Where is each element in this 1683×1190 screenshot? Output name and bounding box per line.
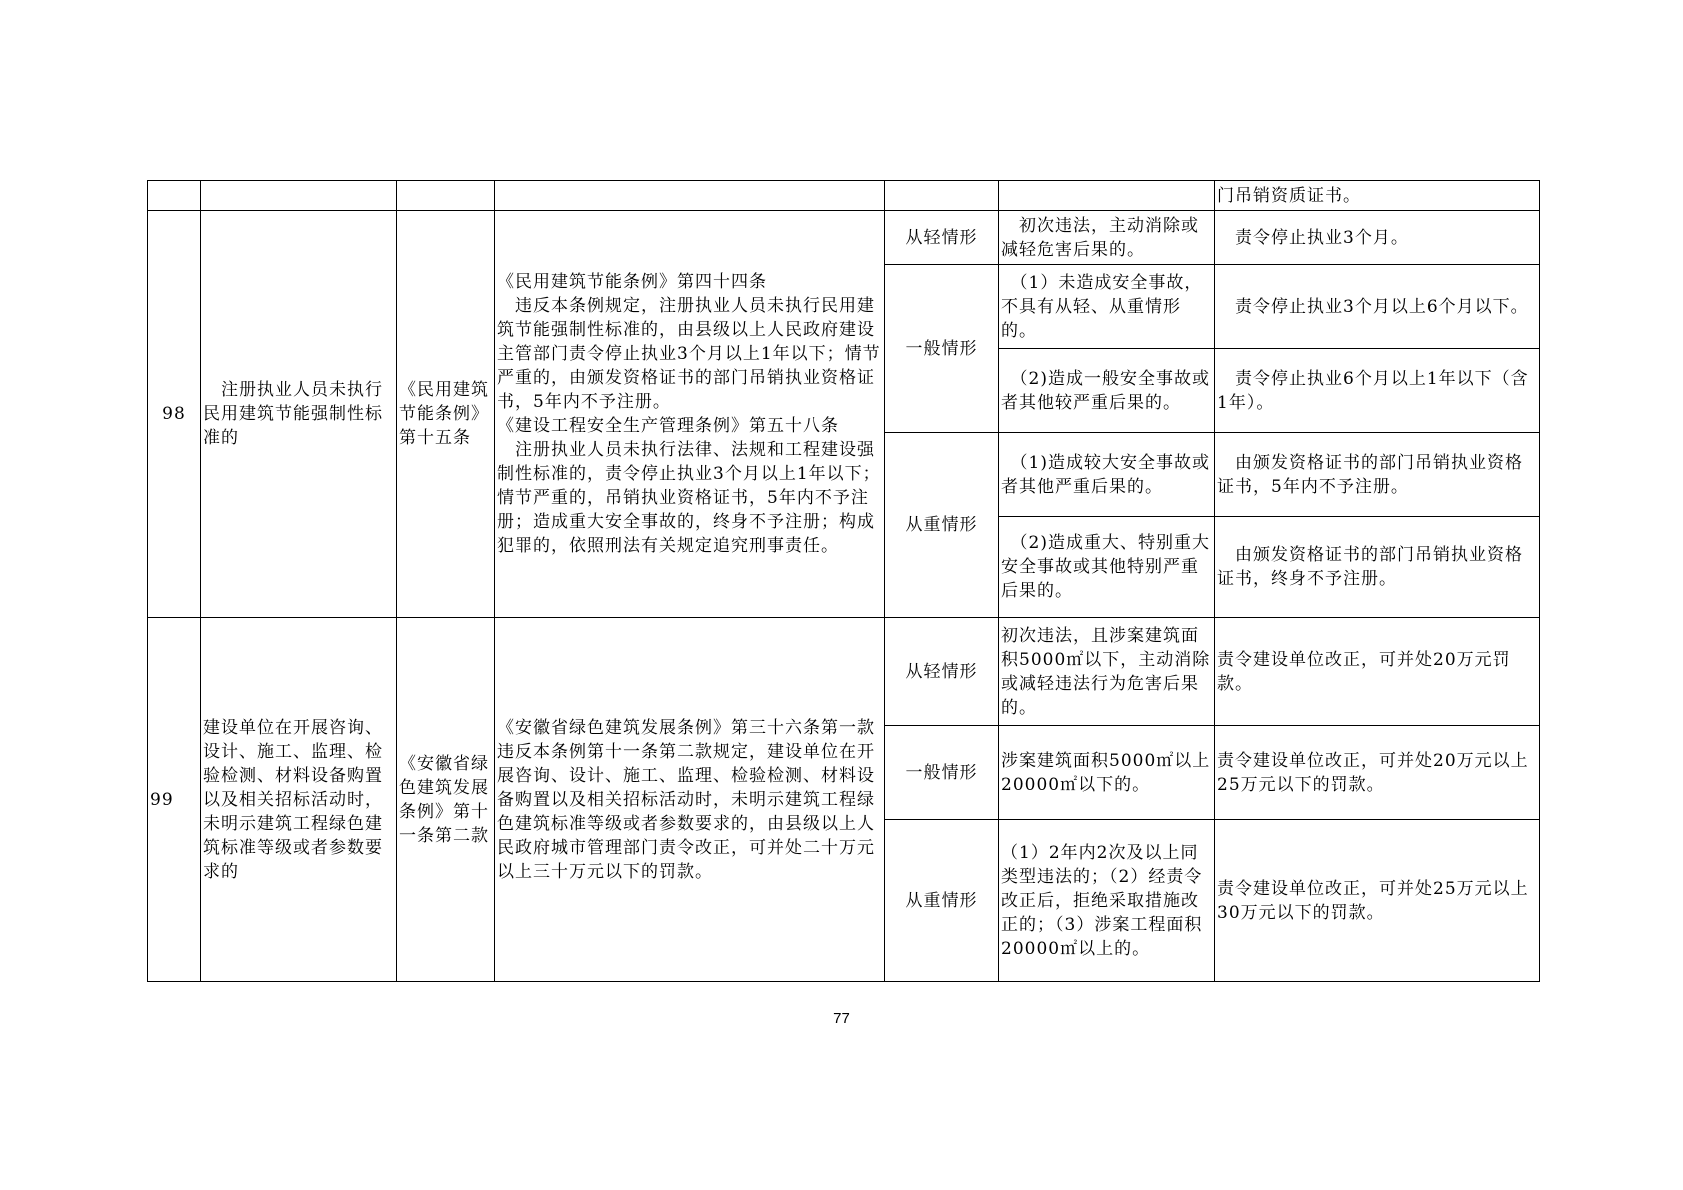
cell-provision: 《安徽省绿色建筑发展条例》第三十六条第一款 违反本条例第十一条第二款规定，建设单位在开展咨询、设计、施工、监理、检验检测、材料设备购置以及相关招标活动时，未明示建筑工程绿色建筑标准等级或者参数要求的，由县级以上人民政府城市管理部门责令改正，可并处二十万元以上三十万元以下的罚款。: [495, 618, 885, 982]
cell-condition: （1）未造成安全事故，不具有从轻、从重情形的。: [999, 265, 1215, 349]
penalty-standard-table: [147, 180, 1540, 982]
cell-level-label: 一般情形: [885, 726, 999, 820]
cell-condition: 初次违法，主动消除或减轻危害后果的。: [999, 211, 1215, 265]
cell-basis: 《民用建筑节能条例》第十五条: [397, 211, 495, 618]
cell-no: 99: [148, 618, 201, 982]
cell-behavior: 注册执业人员未执行民用建筑节能强制性标准的: [201, 211, 397, 618]
cell-no: 98: [148, 211, 201, 618]
cell-result: 门吊销资质证书。: [1215, 181, 1540, 211]
cell-result: 责令停止执业6个月以上1年以下（含1年）。: [1215, 349, 1540, 433]
cell-result: 责令建设单位改正，可并处20万元罚款。: [1215, 618, 1540, 726]
cell-level-label: 一般情形: [885, 265, 999, 433]
cell-basis: 《安徽省绿色建筑发展条例》第十一条第二款: [397, 618, 495, 982]
cell-condition: 涉案建筑面积5000㎡以上20000㎡以下的。: [999, 726, 1215, 820]
cell-level-label: 从重情形: [885, 433, 999, 618]
cell-condition: 初次违法，且涉案建筑面积5000㎡以下，主动消除或减轻违法行为危害后果的。: [999, 618, 1215, 726]
cell-result: 责令停止执业3个月以上6个月以下。: [1215, 265, 1540, 349]
cell-behavior: 建设单位在开展咨询、设计、施工、监理、检验检测、材料设备购置以及相关招标活动时，未明示建筑工程绿色建筑标准等级或者参数要求的: [201, 618, 397, 982]
cell-result: 责令建设单位改正，可并处25万元以上30万元以下的罚款。: [1215, 820, 1540, 982]
cell-result: 由颁发资格证书的部门吊销执业资格证书，5年内不予注册。: [1215, 433, 1540, 517]
cell-provision: [495, 181, 885, 211]
cell-result: 责令建设单位改正，可并处20万元以上25万元以下的罚款。: [1215, 726, 1540, 820]
cell-level-label: 从重情形: [885, 820, 999, 982]
table-row-carryover: [148, 181, 1540, 211]
page-number: 77: [833, 1010, 850, 1027]
cell-level-label: 从轻情形: [885, 618, 999, 726]
cell-basis: [397, 181, 495, 211]
cell-provision: 《民用建筑节能条例》第四十四条 违反本条例规定，注册执业人员未执行民用建筑节能强制性标准的，由县级以上人民政府建设主管部门责令停止执业3个月以上1年以下；情节严重的，由颁发资格证书的部门吊销执业资格证书，5年内不予注册。 《建设工程安全生产管理条例》第五十八条 注册执业人员未执行法律、法规和工程建设强制性标准的，责令停止执业3个月以上1年以下；情节严重的，吊销执业资格证书，5年内不予注册；造成重大安全事故的，终身不予注册；构成犯罪的，依照刑法有关规定追究刑事责任。: [495, 211, 885, 618]
cell-level-label: 从轻情形: [885, 211, 999, 265]
cell-condition: （1)造成较大安全事故或者其他严重后果的。: [999, 433, 1215, 517]
cell-condition: （2)造成重大、特别重大安全事故或其他特别严重后果的。: [999, 517, 1215, 618]
cell-condition: （2)造成一般安全事故或者其他较严重后果的。: [999, 349, 1215, 433]
cell-level: [885, 181, 999, 211]
cell-condition: （1）2年内2次及以上同类型违法的；（2）经责令改正后，拒绝采取措施改正的；（3）涉案工程面积20000㎡以上的。: [999, 820, 1215, 982]
cell-behavior: [201, 181, 397, 211]
cell-result: 责令停止执业3个月。: [1215, 211, 1540, 265]
cell-condition: [999, 181, 1215, 211]
cell-result: 由颁发资格证书的部门吊销执业资格证书，终身不予注册。: [1215, 517, 1540, 618]
cell-no: [148, 181, 201, 211]
table-row-99: [148, 618, 1540, 726]
table-row-98: [148, 211, 1540, 265]
